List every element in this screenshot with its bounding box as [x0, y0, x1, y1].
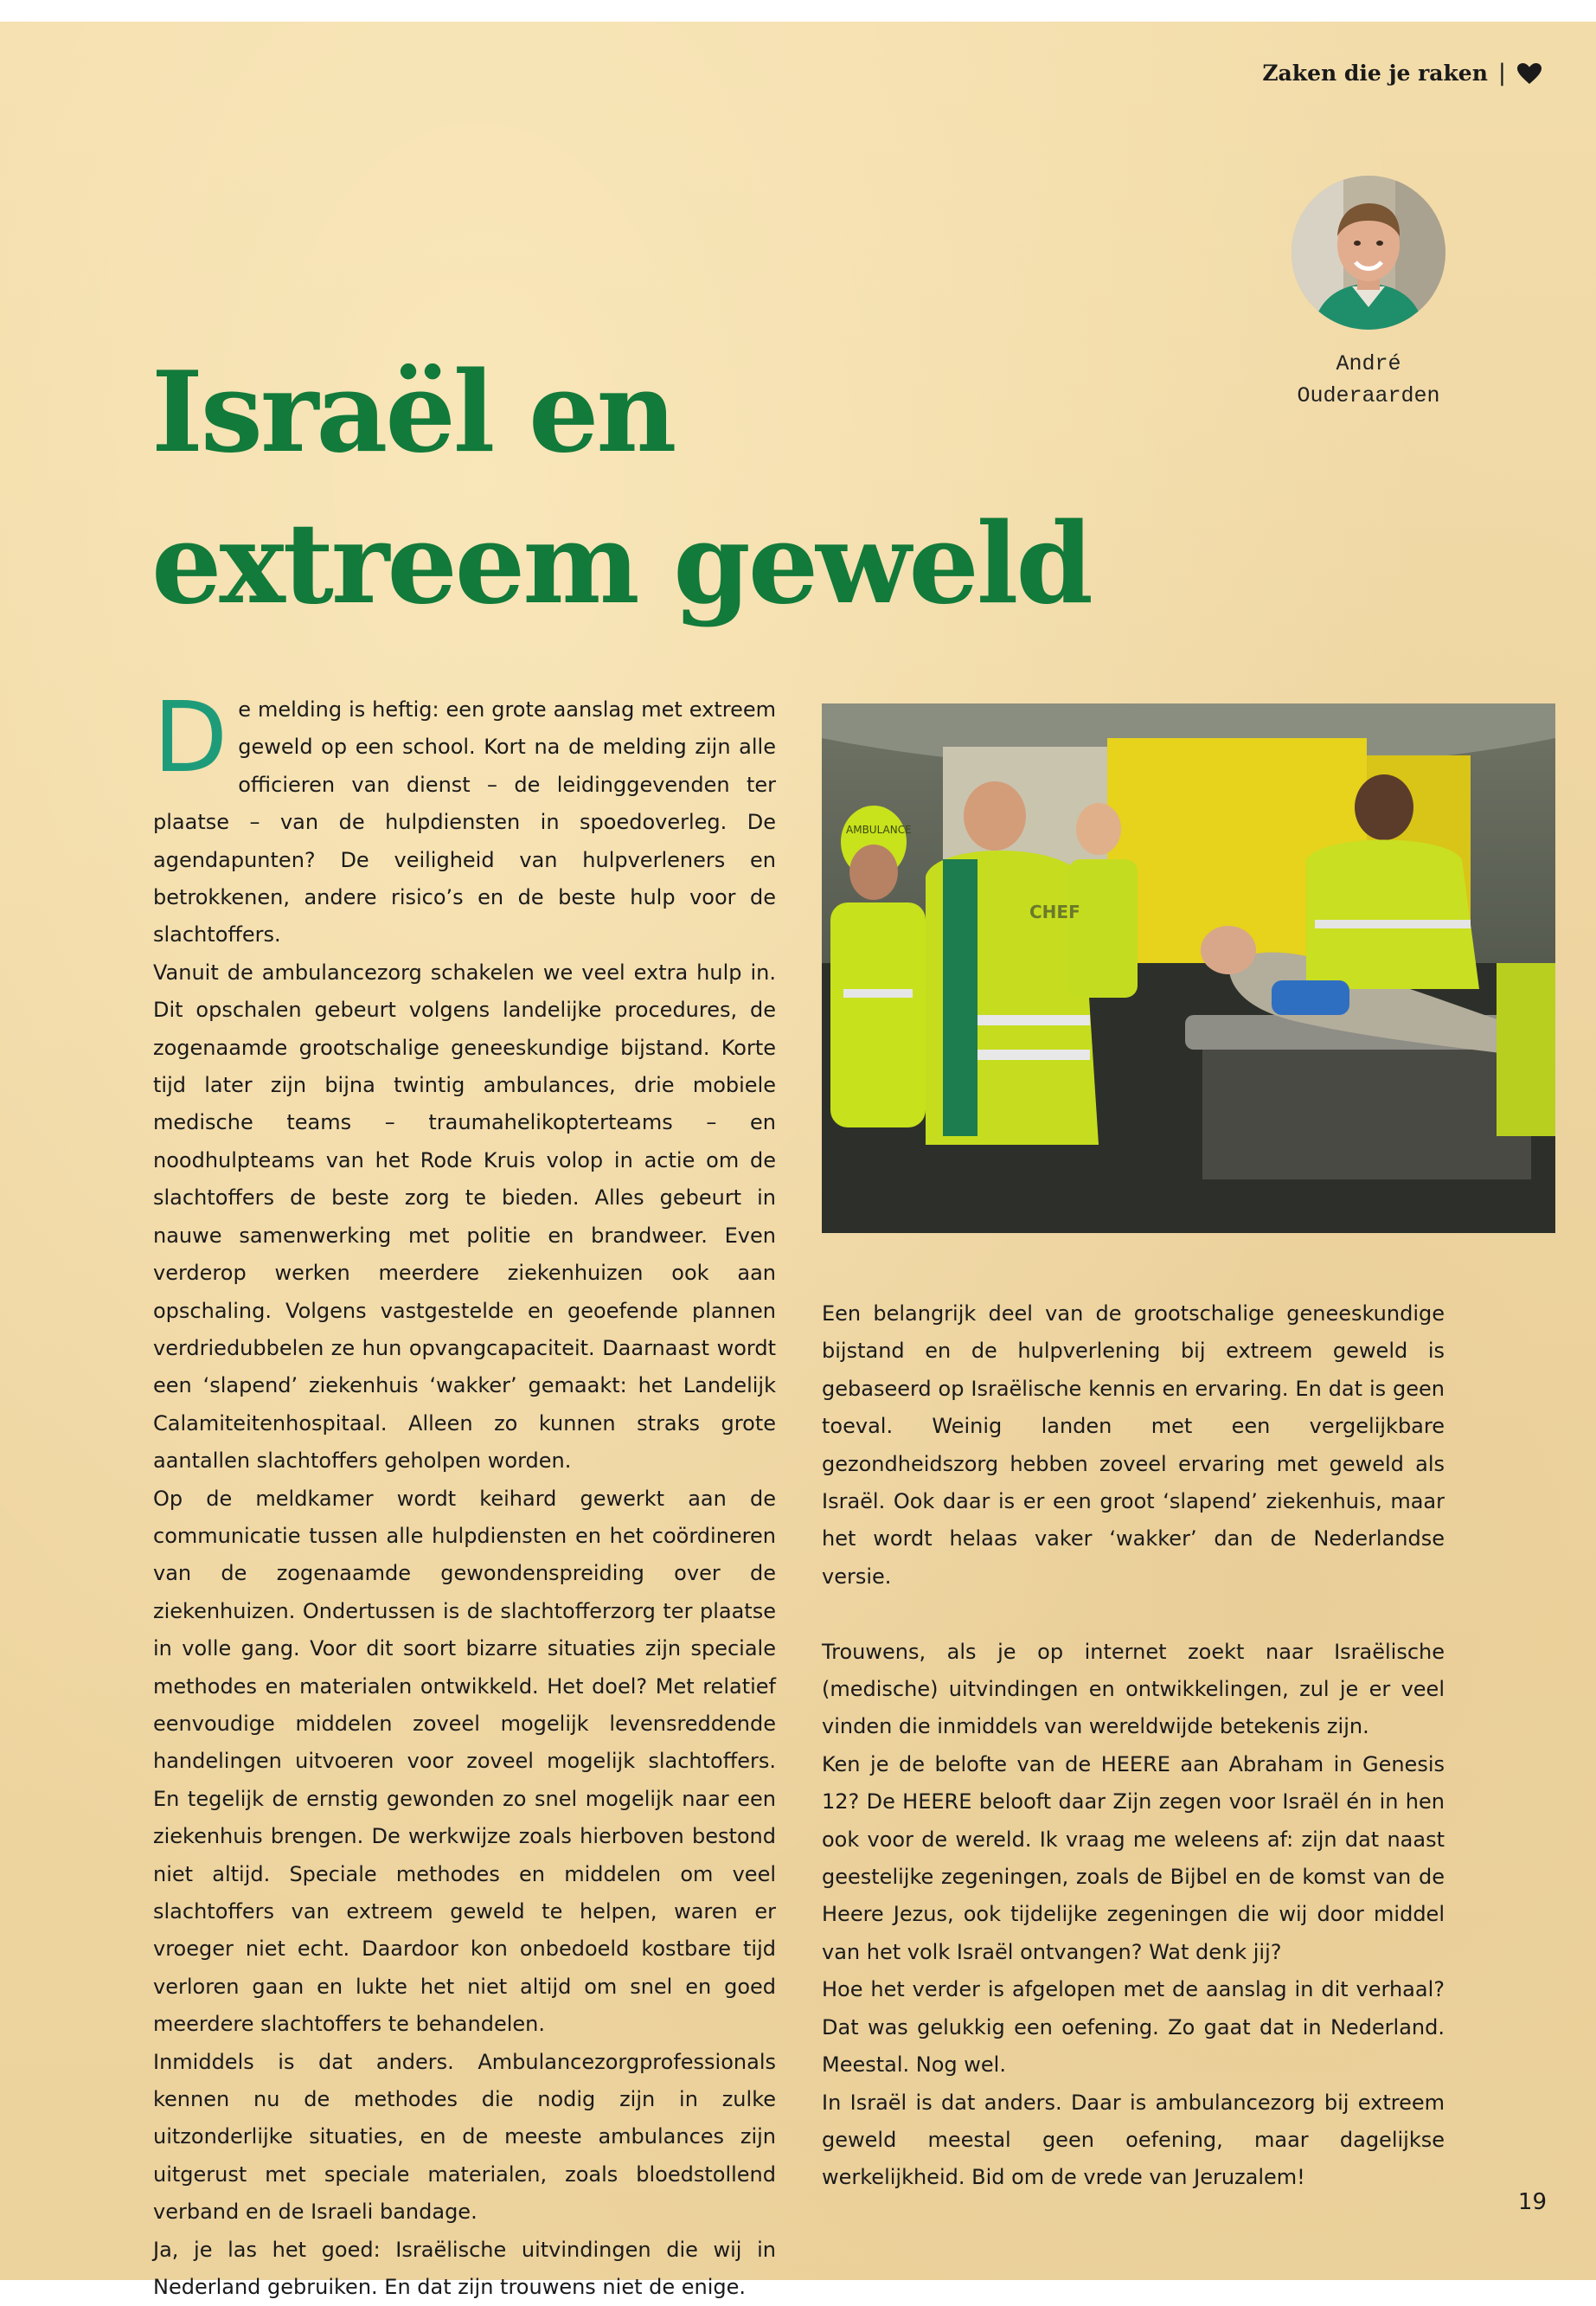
body-paragraph: In Israël is dat anders. Daar is ambulancezorg bij extreem geweld meestal geen oefening, maar dagelijkse werkelijkheid. Bid om de vrede van Jeruzalem! [822, 2090, 1445, 2190]
paragraph-spacer [822, 1596, 1445, 1633]
intro-text: e melding is heftig: een grote aanslag met extreem geweld op een school. Kort na de melding zijn alle officieren van dienst – de leidinggevenden ter plaatse – van de hulpdiensten in spoedoverleg. De agendapunten? De veiligheid van hulpverleners en betrokkenen, andere risico’s en de beste hulp voor de slachtoffers. [153, 697, 776, 947]
ambulance-team-photo [822, 703, 1555, 1233]
magazine-page [0, 22, 1596, 2300]
vest-label: CHEF [1029, 902, 1080, 922]
article-column-2 [822, 1295, 1445, 2197]
author-name [1272, 348, 1465, 412]
article-column-1 [153, 682, 776, 2306]
body-paragraph: Hoe het verder is afgelopen met de aanslag in dit verhaal? Dat was gelukkig een oefening. Zo gaat dat in Nederland. Meestal. Nog wel. [822, 1977, 1445, 2078]
author-first-name: André [1336, 351, 1401, 376]
body-paragraph: Vanuit de ambulancezorg schakelen we veel extra hulp in. Dit opschalen gebeurt volgens landelijke procedures, de zogenaamde grootschalige geneeskundige bijstand. Korte tijd later zijn bijna twintig ambulances, drie mobiele medische teams – traumahelikopterteams – en noodhulpteams van het Rode Kruis volop in actie om de slachtoffers de beste zorg te bieden. Alles gebeurt in nauwe samenwerking met politie en brandweer. Even verderop werken meerdere ziekenhuizen ook aan opschaling. Volgens vastgestelde en geoefende plannen verdriedubbelen ze hun opvangcapaciteit. Daarnaast wordt een ‘slapend’ ziekenhuis ‘wakker’ gemaakt: het Landelijk Calamiteitenhospitaal. Alleen zo kunnen straks grote aantallen slachtoffers geholpen worden. [153, 960, 776, 1474]
header-separator: | [1497, 60, 1506, 87]
intro-paragraph [153, 682, 776, 954]
author-avatar [1292, 176, 1445, 330]
drop-cap: D [153, 682, 228, 794]
body-paragraph: Ken je de belofte van de HEERE aan Abraham in Genesis 12? De HEERE belooft daar Zijn zegen voor Israël én in hen ook voor de wereld. Ik vraag me weleens af: zijn dat naast geestelijke zegeningen, zoals de Bijbel en de komst van de Heere Jezus, ook tijdelijke zegeningen die wij door middel van het volk Israël ontvangen? Wat denk jij? [822, 1751, 1445, 1964]
body-paragraph: Op de meldkamer wordt keihard gewerkt aan de communicatie tussen alle hulpdiensten en het coördineren van de zogenaamde gewondenspreiding over de ziekenhuizen. Ondertussen is de slachtofferzorg ter plaatse in volle gang. Voor dit soort bizarre situaties zijn speciale methodes en materialen ontwikkeld. Het doel? Met relatief eenvoudige middelen zoveel mogelijk levensreddende handelingen uitvoeren voor zoveel mogelijk slachtoffers. En tegelijk de ernstig gewonden zo snel mogelijk naar een ziekenhuis brengen. De werkwijze zoals hierboven bestond niet altijd. Speciale methodes en middelen om veel slachtoffers van extreem geweld te helpen, waren er vroeger niet echt. Daardoor kon onbedoeld kostbare tijd verloren gaan en lukte het niet altijd om snel en goed meerdere slachtoffers te behandelen. [153, 1486, 776, 2037]
helmet-label: AMBULANCE [846, 824, 912, 836]
body-paragraph: Inmiddels is dat anders. Ambulancezorgprofessionals kennen nu de methodes die nodig zijn in zulke uitzonderlijke situaties, en de meeste ambulances zijn uitgerust met speciale materialen, zoals bloedstollend verband en de Israeli bandage. [153, 2049, 776, 2225]
body-paragraph: Een belangrijk deel van de grootschalige geneeskundige bijstand en de hulpverlening bij extreem geweld is gebaseerd op Israëlische kennis en ervaring. En dat is geen toeval. Weinig landen met een vergelijkbare gezondheidszorg hebben zoveel ervaring met geweld als Israël. Ook daar is er een groot ‘slapend’ ziekenhuis, maar het wordt helaas vaker ‘wakker’ dan de Nederlandse versie. [822, 1301, 1445, 1589]
article-title [151, 337, 1091, 640]
heart-icon [1516, 62, 1542, 85]
title-line-1: Israël en [151, 348, 675, 478]
author-last-name: Ouderaarden [1297, 383, 1440, 408]
section-title: Zaken die je raken [1262, 61, 1488, 86]
section-header [1262, 60, 1542, 87]
title-line-2: extreem geweld [151, 499, 1091, 629]
body-paragraph: Ja, je las het goed: Israëlische uitvindingen die wij in Nederland gebruiken. En dat zijn trouwens niet de enige. [153, 2237, 776, 2300]
page-number: 19 [1517, 2189, 1547, 2215]
body-paragraph: Trouwens, als je op internet zoekt naar Israëlische (medische) uitvindingen en ontwikkelingen, zul je er veel vinden die inmiddels van wereldwijde betekenis zijn. [822, 1639, 1445, 1739]
